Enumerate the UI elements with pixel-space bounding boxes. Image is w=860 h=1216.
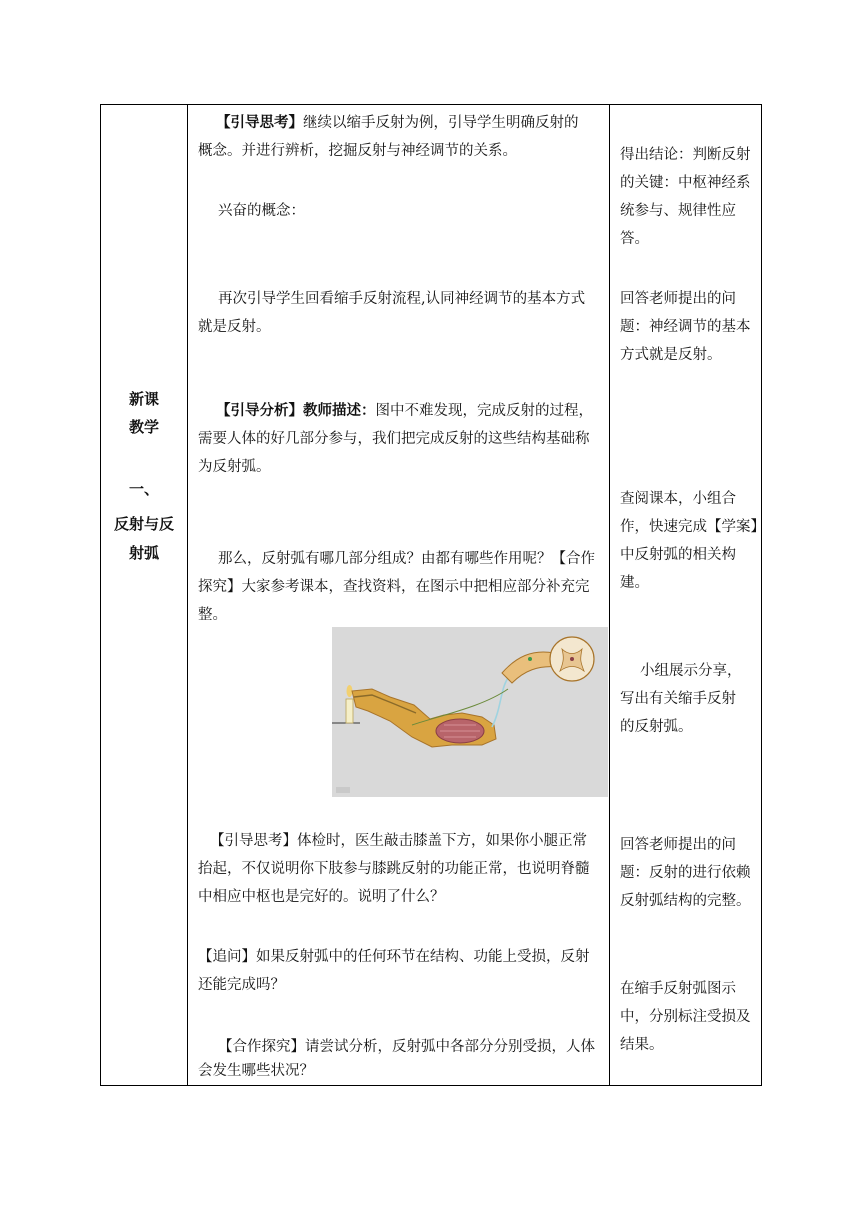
paragraph-line: 就是反射。 [198, 319, 271, 335]
student-note: 方式就是反射。 [620, 347, 722, 363]
section-label: 反射与反 [113, 515, 174, 533]
student-note: 回答老师提出的问 [620, 837, 736, 853]
lesson-table [100, 104, 765, 1086]
section-label-column [101, 105, 187, 1085]
student-note: 的反射弧。 [620, 719, 693, 735]
paragraph-line: 概念。并进行辨析，挖掘反射与神经调节的关系。 [198, 143, 517, 159]
student-note: 中反射弧的相关构 [620, 547, 736, 563]
teacher-activity-column [188, 105, 609, 1085]
paragraph: 【引导思考】继续以缩手反射为例，引导学生明确反射的 [216, 114, 579, 131]
paragraph-line: 整。 [198, 607, 227, 623]
student-note: 作，快速完成【学案】 [620, 519, 765, 535]
section-label: 一、 [128, 480, 159, 498]
student-note: 题：神经调节的基本 [620, 319, 751, 335]
reflex-arc-figure [332, 627, 608, 797]
student-activity-column [610, 105, 765, 1085]
student-note: 在缩手反射弧图示 [620, 981, 736, 997]
student-note: 查阅课本，小组合 [620, 491, 736, 507]
student-note: 写出有关缩手反射 [620, 691, 736, 707]
paragraph: 【引导思考】体检时，医生敲击膝盖下方，如果你小腿正常 [210, 833, 587, 849]
student-note: 的关键：中枢神经系 [620, 175, 751, 191]
paragraph: 【引导分析】教师描述：图中不难发现，完成反射的过程， [216, 402, 593, 419]
student-note: 统参与、规律性应 [620, 203, 736, 219]
section-label: 教学 [128, 418, 159, 436]
student-note: 回答老师提出的问 [620, 291, 736, 307]
section-label: 新课 [128, 390, 159, 408]
student-note: 小组展示分享， [640, 663, 742, 679]
paragraph-line: 需要人体的好几部分参与，我们把完成反射的这些结构基础称 [198, 431, 590, 447]
student-note: 反射弧结构的完整。 [620, 893, 751, 909]
student-note: 题：反射的进行依赖 [620, 865, 751, 881]
paragraph: 兴奋的概念： [218, 203, 305, 219]
student-note: 得出结论：判断反射 [620, 147, 751, 163]
student-note: 中，分别标注受损及 [620, 1009, 751, 1025]
paragraph-line: 还能完成吗？ [198, 977, 285, 993]
paragraph: 【合作探究】请尝试分析，反射弧中各部分分别受损，人体 [218, 1039, 595, 1055]
paragraph: 【追问】如果反射弧中的任何环节在结构、功能上受损，反射 [198, 949, 590, 965]
section-label: 射弧 [128, 544, 159, 562]
paragraph-line: 中相应中枢也是完好的。说明了什么？ [198, 889, 445, 905]
paragraph: 再次引导学生回看缩手反射流程,认同神经调节的基本方式 [218, 291, 586, 307]
reflex-arc-illustration [332, 627, 608, 797]
paragraph: 那么，反射弧有哪几部分组成？由都有哪些作用呢？【合作 [218, 551, 595, 567]
paragraph-line: 会发生哪些状况？ [198, 1063, 314, 1079]
student-note: 答。 [620, 231, 649, 247]
student-note: 建。 [620, 575, 649, 591]
student-note: 结果。 [620, 1037, 664, 1053]
paragraph-line: 为反射弧。 [198, 459, 271, 475]
paragraph-line: 探究】大家参考课本，查找资料，在图示中把相应部分补充完 [198, 579, 590, 595]
paragraph-line: 抬起，不仅说明你下肢参与膝跳反射的功能正常，也说明脊髓 [198, 861, 590, 877]
